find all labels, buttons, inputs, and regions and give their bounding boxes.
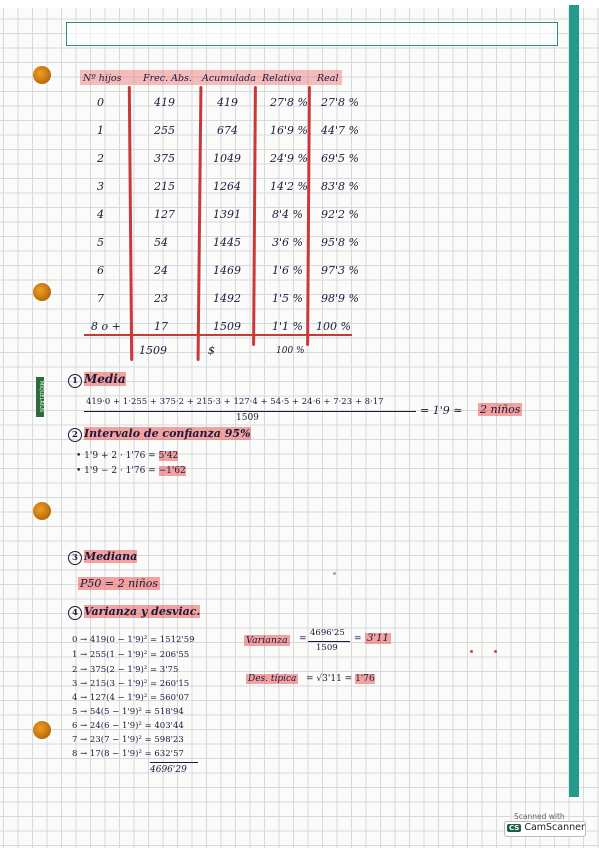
list-item: 2 → 375(2 − 1'9)² = 3'75 <box>72 665 179 675</box>
ink-dot <box>470 650 473 653</box>
varianza-denominator: 1509 <box>316 643 338 653</box>
page-top-margin <box>0 0 599 8</box>
teal-edge-bar <box>569 5 579 797</box>
media-denominator: 1509 <box>236 413 259 423</box>
section-mediana-heading: 3 Mediana <box>68 550 137 565</box>
desviacion-expression: = √3'11 = 1'76 <box>306 674 375 684</box>
table-header-hijos: Nº hijos <box>83 73 122 84</box>
binder-hole-icon <box>33 721 51 739</box>
camscanner-logo: CS CamScanner <box>504 821 586 837</box>
table-header-frec-abs: Frec. Abs. <box>143 73 192 84</box>
list-item: 1 → 255(1 − 1'9)² = 206'55 <box>72 650 190 660</box>
table-header-relativa: Relativa <box>262 73 302 84</box>
table-column-rule <box>128 86 133 361</box>
brand-side-label: MIQUELRIUS <box>36 377 44 417</box>
desviacion-label: Des. típica <box>248 674 297 684</box>
list-item: 0 → 419(0 − 1'9)² = 1512'59 <box>72 635 195 645</box>
sum-rule <box>150 762 198 763</box>
table-column-rule <box>197 86 203 361</box>
table-bottom-rule <box>84 334 352 336</box>
binder-hole-icon <box>33 66 51 84</box>
list-item: 8 → 17(8 − 1'9)² = 632'57 <box>72 749 184 759</box>
varianza-label: Varianza <box>246 635 288 646</box>
notebook-page: MIQUELRIUS Nº hijos Frec. Abs. Acumulada Relativa Real 0 419 419 27'8 % 27'8 % 1 255 674 16'9 % 44'7 % 2 375 1049 24'9 % 69'5 % 3 215 1264 14'2 % 83'8 % 4 127 1391 8'4 % 92'2 % 5 54 1445 3'6 % 95'8 % 6 24 1469 1'6 % 97'3 % 7 23 1492 1'5 % 98'9 % 8 o + 17 1509 1'1 % 100 % 1509 $ 100 % 1 Media 419·0 + 1·255 + 375·2 + 215·3 + 127·4 + 54·5 + 24·6 + 7·23 + 8·17 1509 = 1'9 ≃ 2 niños 2 Intervalo de confianza 95% • 1'9 + 2 · 1'76 = 5'42 • 1'9 − 2 · 1'76 = −1'62 3 Mediana P50 = 2 niños 4 Varianza y desviac. 0 → 419(0 − 1'9)² = 1512'59 1 → 255(1 − 1'9)² = 206'55 2 → 375(2 − 1'9)² = 3'75 3 → 215(3 − 1'9)² = 260'15 4 → 127(4 − 1'9)² = 560'07 5 → 54(5 − 1'9)² = 518'94 6 → 24(6 − 1'9)² = 403'44 7 → 23(7 − 1'9)² = 598'23 8 → 17(8 − 1'9)² = 632'57 4696'29 Varianza = 4696'25 1509 = 3'11 Des. típica = √3'11 = 1'76 Scanned with CS CamScanner <box>0 0 599 848</box>
ink-dot <box>494 650 497 653</box>
header-box <box>66 22 558 46</box>
list-item: 7 → 23(7 − 1'9)² = 598'23 <box>72 735 184 745</box>
varianza-value: 3'11 <box>367 633 389 644</box>
media-numerator: 419·0 + 1·255 + 375·2 + 215·3 + 127·4 + 54·5 + 24·6 + 7·23 + 8·17 <box>86 397 384 407</box>
section-media-heading: 1 Media <box>68 372 126 388</box>
camscanner-icon: CS <box>509 824 520 832</box>
media-answer: 2 niños <box>480 403 521 416</box>
list-item: 5 → 54(5 − 1'9)² = 518'94 <box>72 707 184 717</box>
list-item: 3 → 215(3 − 1'9)² = 260'15 <box>72 679 190 689</box>
table-header-acumulada: Acumulada <box>202 73 256 84</box>
section-intervalo-heading: 2 Intervalo de confianza 95% <box>68 427 251 442</box>
table-column-rule <box>252 86 257 346</box>
intervalo-line-lower: • 1'9 − 2 · 1'76 = −1'62 <box>76 466 186 476</box>
varianza-numerator: 4696'25 <box>310 628 345 638</box>
fraction-bar <box>308 641 350 642</box>
ink-dot <box>333 572 336 575</box>
binder-hole-icon <box>33 283 51 301</box>
equals-sign: = <box>354 634 362 644</box>
scanned-with-text: Scanned with <box>514 812 565 821</box>
table-header-real: Real <box>317 73 339 84</box>
mediana-value: P50 = 2 niños <box>80 577 159 590</box>
varianza-total: 4696'29 <box>150 765 187 775</box>
list-item: 6 → 24(6 − 1'9)² = 403'44 <box>72 721 184 731</box>
section-varianza-heading: 4 Varianza y desviac. <box>68 605 200 620</box>
equals-sign: = <box>299 634 307 644</box>
media-result: = 1'9 ≃ <box>420 404 463 417</box>
list-item: 4 → 127(4 − 1'9)² = 560'07 <box>72 693 190 703</box>
binder-hole-icon <box>33 502 51 520</box>
intervalo-line-upper: • 1'9 + 2 · 1'76 = 5'42 <box>76 451 179 461</box>
